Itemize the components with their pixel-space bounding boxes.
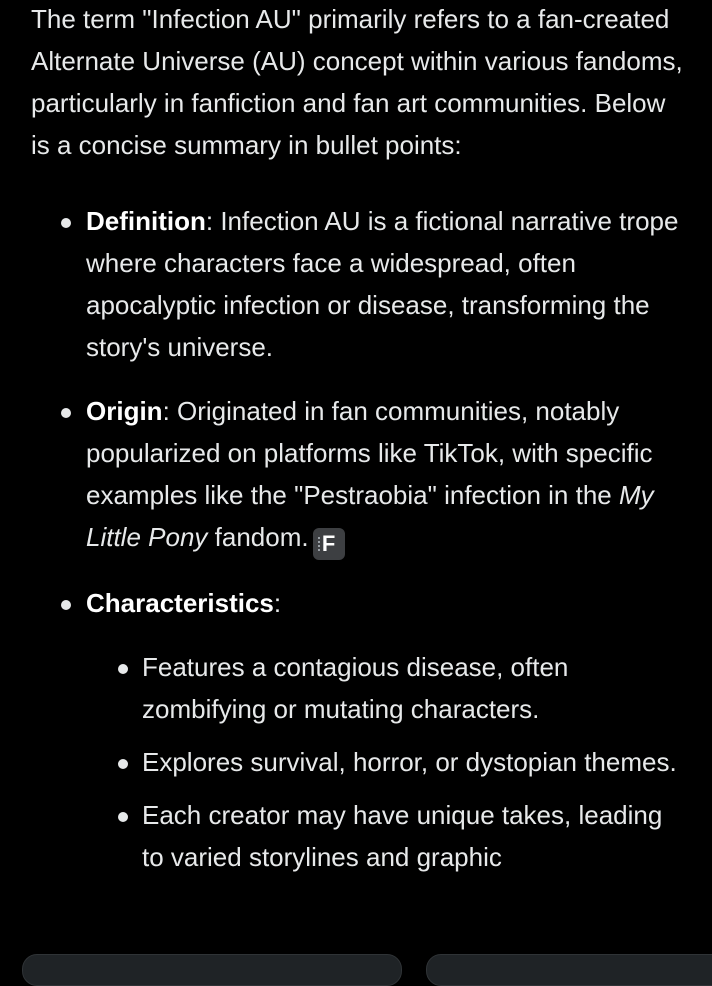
characteristics-sublist [31, 646, 691, 878]
bottom-action-button-right[interactable] [426, 954, 712, 986]
bottom-action-button-left[interactable] [22, 954, 402, 986]
response-body [31, 0, 691, 878]
intro-paragraph: The term "Infection AU" primarily refers to a fan-created Alternate Universe (AU) concept within various fandoms, particularly in fanfiction and fan art communities. Below is a concise summary in bullet points: [31, 4, 683, 160]
origin-text-end: fandom. [207, 522, 309, 552]
list-item-origin [31, 390, 691, 560]
sub-list-item: Features a contagious disease, often zombifying or mutating characters. [31, 646, 691, 730]
definition-term: Definition [86, 206, 206, 236]
sub-list-item: Explores survival, horror, or dystopian themes. [31, 741, 691, 783]
origin-term: Origin [86, 396, 163, 426]
characteristics-text: : [273, 588, 282, 618]
origin-emphasis: My Little Pony [86, 480, 654, 552]
citation-source-icon[interactable]: F [313, 528, 345, 560]
list-item-characteristics [31, 582, 691, 878]
origin-text: : Originated in fan communities, notably popularized on platforms like TikTok, with specific examples like the "Pestraobia" infection in the [86, 396, 653, 510]
definition-text: : Infection AU is a fictional narrative trope where characters face a widespread, often apocalyptic infection or disease, transforming the story's universe. [86, 206, 679, 362]
summary-list [31, 200, 691, 878]
characteristics-term: Characteristics [86, 588, 274, 618]
sub-list-item: Each creator may have unique takes, leading to varied storylines and graphic [31, 794, 691, 878]
list-item-definition [31, 200, 691, 368]
